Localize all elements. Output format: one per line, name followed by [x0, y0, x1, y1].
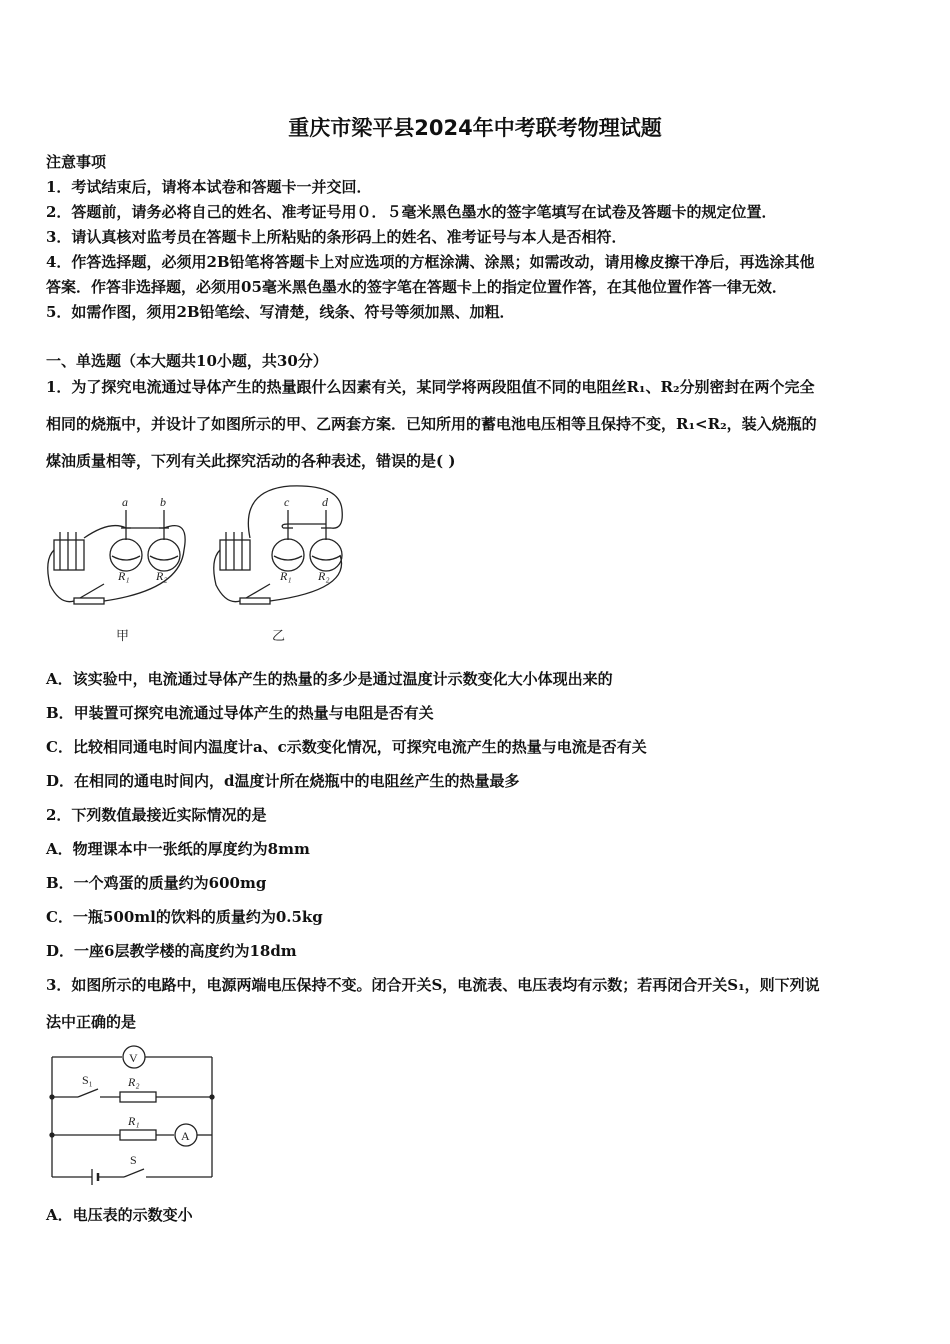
q1-stem-line-2: 相同的烧瓶中，并设计了如图所示的甲、乙两套方案．已知所用的蓄电池电压相等且保持不变，R₁<R₂，装入烧瓶的	[46, 415, 817, 433]
label-jia: 甲	[116, 628, 130, 643]
battery-yi	[220, 540, 250, 570]
q3-circuit-svg	[40, 1040, 230, 1190]
q3-option-a: A．电压表的示数变小	[46, 1206, 193, 1224]
label-r2: R₂	[128, 1075, 140, 1089]
q1-option-b: B．甲装置可探究电流通过导体产生的热量与电阻是否有关	[46, 704, 434, 722]
resistor-r1	[120, 1130, 156, 1140]
q3-stem-line-1: 3．如图所示的电路中，电源两端电压保持不变。闭合开关S，电流表、电压表均有示数；若再闭合开关S₁，则下列说	[46, 976, 820, 994]
q1-stem-line-3: 煤油质量相等，下列有关此探究活动的各种表述，错误的是( )	[46, 452, 456, 470]
label-r2-yi: R₂	[318, 569, 330, 583]
switch-jia	[74, 598, 104, 604]
label-v: V	[129, 1051, 138, 1065]
q3-figure	[40, 1040, 230, 1190]
flask-c	[272, 539, 304, 571]
switch-yi	[240, 598, 270, 604]
q1-option-c: C．比较相同通电时间内温度计a、c示数变化情况，可探究电流产生的热量与电流是否有关	[46, 738, 647, 756]
notice-heading: 注意事项	[46, 153, 107, 171]
flask-b	[148, 539, 180, 571]
label-r2-jia: R₂	[156, 569, 168, 583]
flask-a	[110, 539, 142, 571]
notice-line-6: 5．如需作图，须用2B铅笔绘、写清楚，线条、符号等须加黑、加粗．	[46, 303, 515, 321]
label-s: S	[130, 1153, 137, 1167]
q1-option-d: D．在相同的通电时间内，d温度计所在烧瓶中的电阻丝产生的热量最多	[46, 772, 520, 790]
notice-line-2: 2．答题前，请务必将自己的姓名、准考证号用０．５毫米黑色墨水的签字笔填写在试卷及答题卡的规定位置．	[46, 203, 777, 221]
resistor-r2	[120, 1092, 156, 1102]
q1-figure	[40, 480, 360, 650]
q2-option-c: C．一瓶500ml的饮料的质量约为0.5kg	[46, 908, 323, 926]
label-b: b	[160, 495, 166, 509]
label-r1: R₁	[128, 1114, 140, 1128]
battery-jia	[54, 540, 84, 570]
section-heading: 一、单选题（本大题共10小题，共30分）	[46, 352, 328, 370]
notice-line-5: 答案．作答非选择题，必须用05毫米黑色墨水的签字笔在答题卡上的指定位置作答，在其他位置作答一律无效．	[46, 278, 787, 296]
label-yi: 乙	[272, 628, 286, 643]
label-d: d	[322, 495, 328, 509]
flask-d	[310, 539, 342, 571]
label-c: c	[284, 495, 290, 509]
q2-stem: 2．下列数值最接近实际情况的是	[46, 806, 267, 824]
notice-line-1: 1．考试结束后，请将本试卷和答题卡一并交回．	[46, 178, 372, 196]
label-r1-jia: R₁	[118, 569, 130, 583]
label-s1: S₁	[82, 1073, 93, 1087]
label-a: a	[122, 495, 128, 509]
q2-option-d: D．一座6层教学楼的高度约为18dm	[46, 942, 297, 960]
page-title: 重庆市梁平县2024年中考联考物理试题	[288, 116, 662, 140]
label-r1-yi: R₁	[280, 569, 292, 583]
notice-line-4: 4．作答选择题，必须用2B铅笔将答题卡上对应选项的方框涂满、涂黑；如需改动，请用橡皮擦干净后，再选涂其他	[46, 253, 815, 271]
label-a-meter: A	[181, 1129, 190, 1143]
notice-line-3: 3．请认真核对监考员在答题卡上所粘贴的条形码上的姓名、准考证号与本人是否相符．	[46, 228, 627, 246]
q3-stem-line-2: 法中正确的是	[46, 1013, 137, 1031]
q1-apparatus-svg	[40, 480, 360, 650]
q2-option-b: B．一个鸡蛋的质量约为600mg	[46, 874, 267, 892]
q1-stem-line-1: 1．为了探究电流通过导体产生的热量跟什么因素有关，某同学将两段阻值不同的电阻丝R₁、R₂分别密封在两个完全	[46, 378, 815, 396]
q1-option-a: A．该实验中，电流通过导体产生的热量的多少是通过温度计示数变化大小体现出来的	[46, 670, 613, 688]
q2-option-a: A．物理课本中一张纸的厚度约为8mm	[46, 840, 310, 858]
